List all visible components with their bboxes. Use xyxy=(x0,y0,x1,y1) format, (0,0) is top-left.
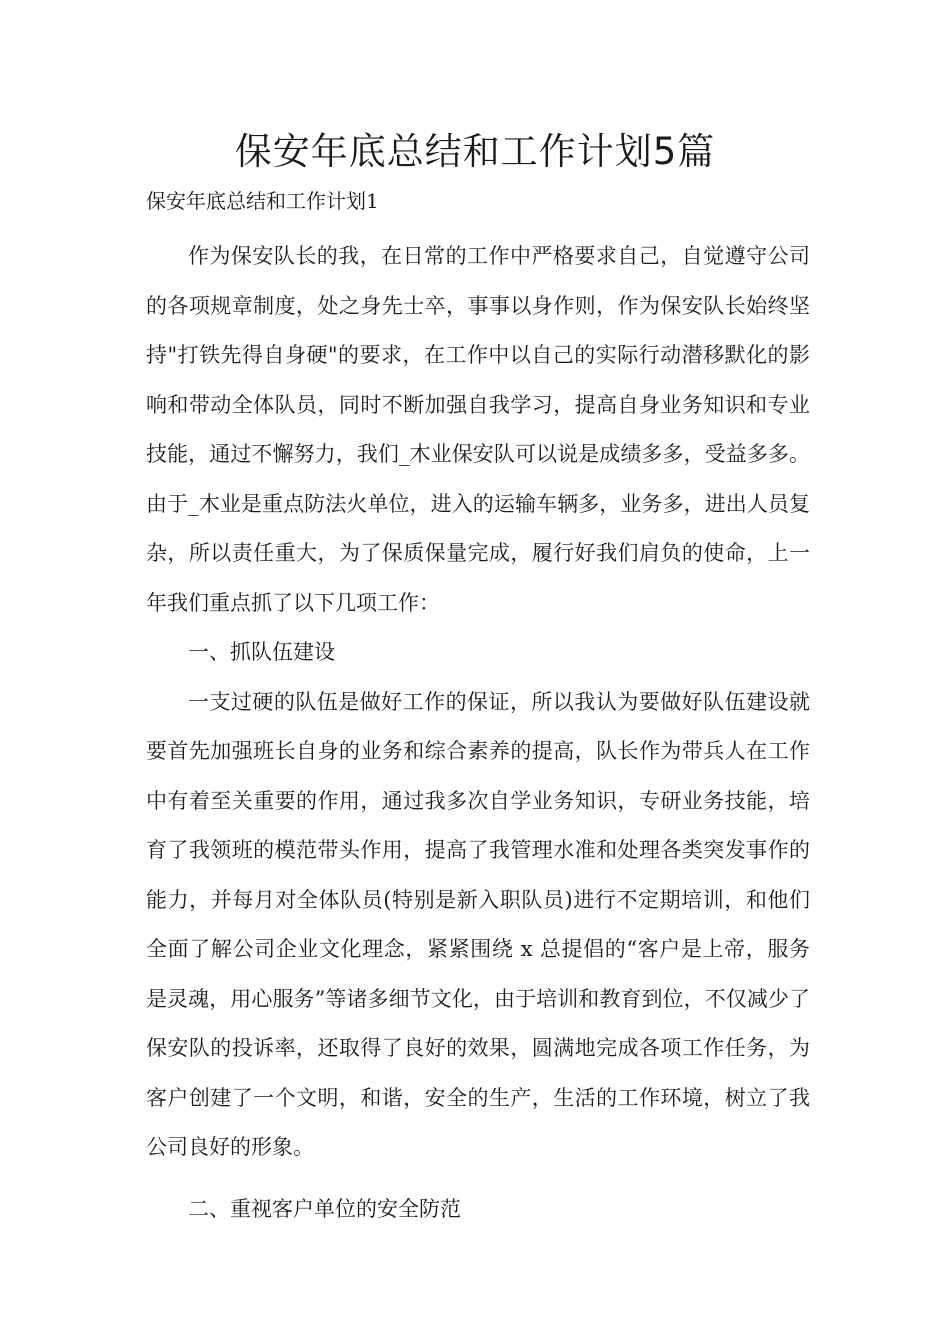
document-title: 保安年底总结和工作计划5篇 xyxy=(234,130,716,173)
document-subtitle: 保安年底总结和工作计划1 xyxy=(146,189,379,213)
paragraph-team-building: 一支过硬的队伍是做好工作的保证，所以我认为要做好队伍建设就要首先加强班长自身的业务和综合素养的提高，队长作为带兵人在工作中有着至关重要的作用，通过我多次自学业务知识，专研业务技能，培育了我领班的模范带头作用，提高了我管理水准和处理各类突发事作的能力，并每月对全体队员(特别是新入职队员)进行不定期培训，和他们全面了解公司企业文化理念，紧紧围绕 x 总提倡的“客户是上帝，服务是灵魂，用心服务”等诸多细节文化，由于培训和教育到位，不仅减少了保安队的投诉率，还取得了良好的效果，圆满地完成各项工作任务，为客户创建了一个文明，和谐，安全的生产，生活的工作环境，树立了我公司良好的形象。 xyxy=(146,689,810,1159)
section-heading-1: 一、抓队伍建设 xyxy=(188,640,335,664)
section-heading-2: 二、重视客户单位的安全防范 xyxy=(188,1196,461,1221)
document-body xyxy=(146,232,810,1234)
paragraph-intro: 作为保安队长的我，在日常的工作中严格要求自己，自觉遵守公司的各项规章制度，处之身先士卒，事事以身作则，作为保安队长始终坚持"打铁先得自身硬"的要求，在工作中以自己的实际行动潜移默化的影响和带动全体队员，同时不断加强自我学习，提高自身业务知识和专业技能，通过不懈努力，我们_木业保安队可以说是成绩多多，受益多多。由于_木业是重点防法火单位，进入的运输车辆多，业务多，进出人员复杂，所以责任重大，为了保质保量完成，履行好我们肩负的使命，上一年我们重点抓了以下几项工作： xyxy=(146,244,810,615)
